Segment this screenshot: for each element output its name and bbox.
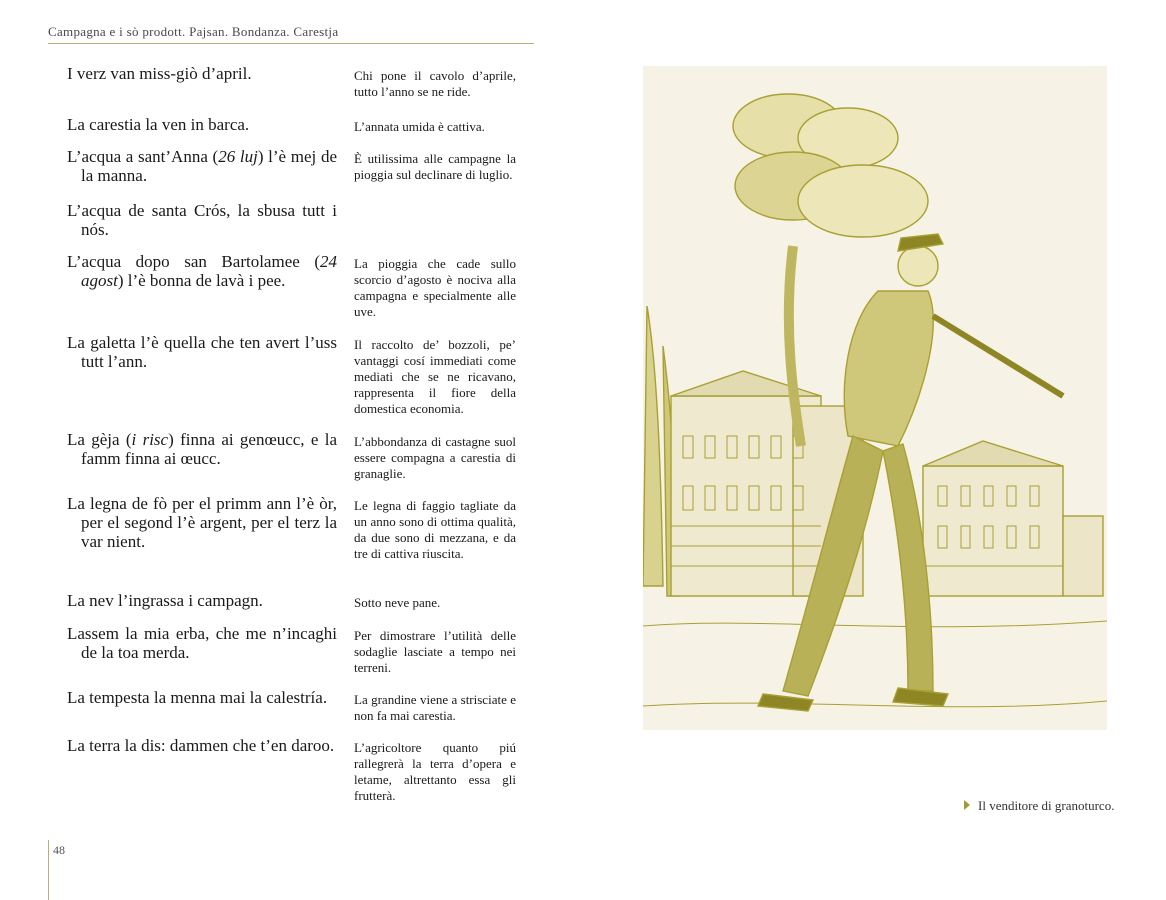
translation-text: Il raccolto de’ bozzoli, pe’ vantaggi cosí immediati come mediati che se ne ricavano, rappresenta il fiore della domestica economia. <box>354 337 516 416</box>
translation-text: L’agricoltore quanto piú rallegrerà la terra d’opera e letame, altrettanto essa gli frutterà. <box>354 740 516 803</box>
dialect-text <box>67 147 337 185</box>
illustration-caption <box>964 798 1114 814</box>
caption-text: Il venditore di granoturco. <box>978 798 1115 813</box>
dialect-part: ) l’è mej de la manna. <box>81 147 337 185</box>
translation-text: La pioggia che cade sullo scorcio d’agosto è nociva alla campagna e specialmente alle uve. <box>354 256 516 319</box>
page-number-rule <box>48 840 49 900</box>
translation-text: La grandine viene a strisciate e non fa mai carestia. <box>354 692 516 723</box>
dialect-text: La galetta l’è quella che ten avert l’uss tutt l’ann. <box>67 333 337 371</box>
dialect-date: 24 agost <box>81 252 337 290</box>
dialect-text <box>67 430 337 468</box>
translation-text: Chi pone il cavolo d’aprile, tutto l’anno se ne ride. <box>354 68 516 99</box>
dialect-text: L’acqua de santa Crós, la sbusa tutt i nós. <box>67 201 337 239</box>
translation-text: Le legna di faggio tagliate da un anno sono di ottima qualità, da due sono di mezzana, e da tre di cattiva riuscita. <box>354 498 516 561</box>
running-title: Campagna e i sò prodott. Pajsan. Bondanza. Carestja <box>48 24 339 39</box>
caption-marker-icon <box>964 800 970 810</box>
translation-text: Per dimostrare l’utilità delle sodaglie lasciate a tempo nei terreni. <box>354 628 516 675</box>
dialect-text: La tempesta la menna mai la calestría. <box>67 688 328 707</box>
dialect-text: Lassem la mia erba, che me n’incaghi de la toa merda. <box>67 624 337 662</box>
dialect-date: 26 luj <box>218 147 258 166</box>
dialect-text: La legna de fò per el primm ann l’è òr, per el segond l’è argent, per el terz la var nient. <box>67 494 337 551</box>
translation-text: Sotto neve pane. <box>354 595 441 610</box>
translation-text: L’abbondanza di castagne suol essere compagna a carestia di granaglie. <box>354 434 516 481</box>
page-number: 48 <box>53 843 65 857</box>
dialect-text: La carestia la ven in barca. <box>67 115 250 134</box>
proverbs-list <box>0 0 560 900</box>
dialect-part: L’acqua a sant’Anna ( <box>67 147 219 166</box>
dialect-part: ) l’è bonna de lavà i pee. <box>117 271 286 290</box>
dialect-part: ) finna ai genœucc, e la famm finna ai œucc. <box>81 430 338 468</box>
dialect-date: i risc <box>131 430 169 449</box>
dialect-text: La nev l’ingrassa i campagn. <box>67 591 263 610</box>
dialect-text: I verz van miss-giò d’april. <box>67 64 252 83</box>
dialect-text: La terra la dis: dammen che t’en daroo. <box>67 736 335 755</box>
corn-seller-engraving <box>643 66 1107 730</box>
engraving-illustration <box>643 66 1107 730</box>
translation-text: L’annata umida è cattiva. <box>354 119 485 134</box>
dialect-text <box>67 252 337 290</box>
translation-text: È utilissima alle campagne la pioggia sul declinare di luglio. <box>354 151 516 182</box>
dialect-part: L’acqua dopo san Bartolamee ( <box>67 252 320 271</box>
dialect-part: La gèja ( <box>67 430 132 449</box>
